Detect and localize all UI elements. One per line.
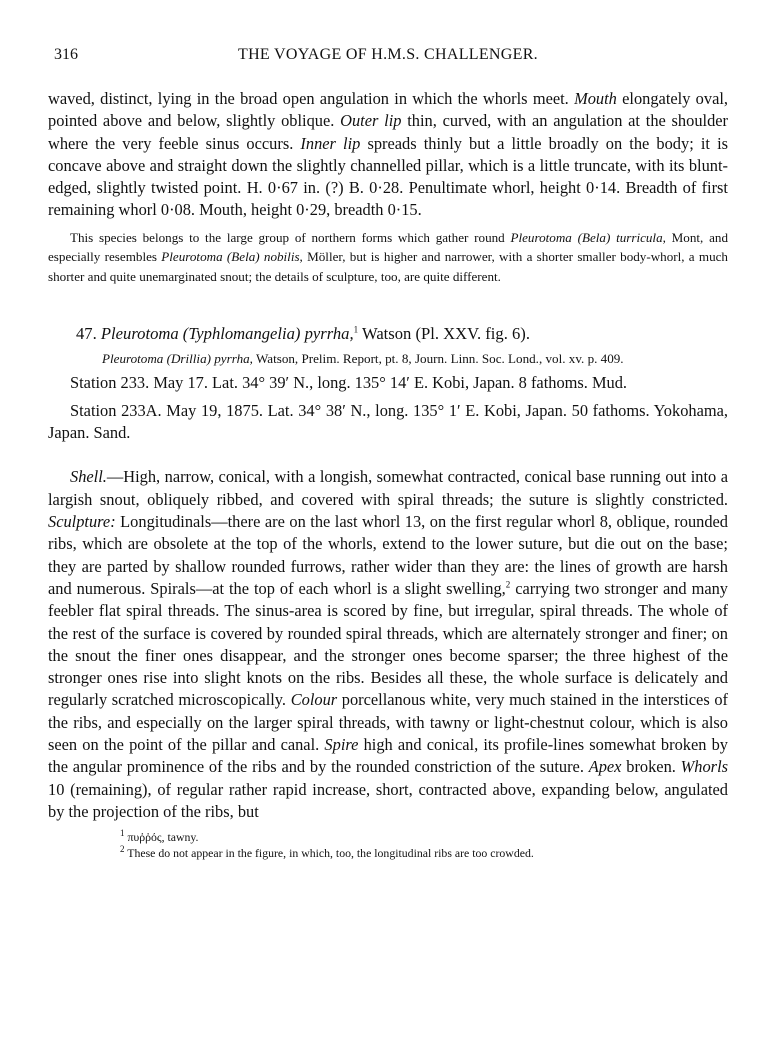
remarks-note: This species belongs to the large group of northern forms which gather round Pleurotoma (Bela) turricula, Mont, and especially resembles Pleurotoma (Bela) nobilis, Möller, but is higher and narrower, with a shorter smaller body-whorl, a much shorter and quite unemarginated snout; the details of sculpture, too, are quite different. xyxy=(48,229,728,284)
running-head: THE VOYAGE OF H.M.S. CHALLENGER. xyxy=(238,46,538,63)
footnote-ref-1: 1 xyxy=(353,324,359,335)
term-mouth: Mouth xyxy=(574,89,617,108)
footnote-ref-2: 2 xyxy=(505,579,511,590)
term-shell: Shell. xyxy=(70,467,107,487)
footnotes xyxy=(48,829,728,861)
footnote-2: $^2$ These do not appear in the figure, in which, too, the longitudinal ribs are too crowded. xyxy=(120,844,534,861)
term-sculpture: Sculpture: xyxy=(48,512,116,532)
term-apex: Apex xyxy=(588,757,622,777)
species-name: Pleurotoma (Typhlomangelia) pyrrha, xyxy=(100,323,354,343)
continuation-paragraph: waved, distinct, lying in the broad open angulation in which the whorls meet. Mouth elongately oval, pointed above and below, slightly oblique. Outer lip thin, curved, with an angulation at the shoulder where the very feeble sinus occurs. Inner lip spreads thinly but a little broadly on the body; it is concave above and straight down the slightly channelled pillar, which is a little truncate, with its blunt-edged, slightly twisted point. H. 0·67 in. (?) B. 0·28. Penultimate whorl, height 0·14. Breadth of first remaining whorl 0·08. Mouth, height 0·29, breadth 0·15. xyxy=(48,89,729,220)
footnote-1: $^1$ πυῤῥός, tawny. xyxy=(120,828,199,845)
term-inner-lip: Inner lip xyxy=(300,133,361,153)
term-spire: Spire xyxy=(324,735,359,755)
term-whorls: Whorls xyxy=(680,757,728,777)
term-outer-lip: Outer lip xyxy=(340,111,402,131)
page xyxy=(48,42,728,861)
shell-description: Shell.—High, narrow, conical, with a longish, somewhat contracted, conical base running out into a largish snout, obliquely ribbed, and covered with spiral threads; the suture is slightly constricted. Sculpture: Longitudinals—there are on the last whorl 13, on the first regular whorl 8, oblique, rounded ribs, which are obsolete at the top of the whorls, extend to the lower suture, but die out on the base; they are parted by shallow rounded furrows, rather wider than they are: the lines of growth are harsh and numerous. Spirals—at the top of each whorl is a slight swelling,$^2$ carrying two stronger and many feebler flat spiral threads. The sinus-area is scored by fine, but irregular, spiral threads. The whole of the rest of the surface is covered by rounded spiral threads, which are alternately stronger and finer; on the snout the finer ones disappear, and the stronger ones become sparser; the three highest of the stronger ones rise into slight knots on the ribs. Besides all these, the whole surface is delicately and regularly scratched microscopically. Colour porcellanous white, very much stained in the interstices of the ribs, and especially on the larger spiral threads, with tawny or light-chestnut colour, which is also seen on the point of the pillar and canal. Spire high and conical, its profile-lines somewhat broken by the angular prominence of the ribs and by the rounded constriction of the suture. Apex broken. Whorls 10 (remaining), of regular rather rapid increase, short, contracted above, expanding below, angulated by the projection of the ribs, but xyxy=(48,467,729,821)
page-header xyxy=(48,42,728,68)
page-number: 316 xyxy=(54,46,78,63)
station-233a: Station 233A. May 19, 1875. Lat. 34° 38′ N., long. 135° 1′ E. Kobi, Japan. 50 fathoms. Yokohama, Japan. Sand. xyxy=(48,400,728,443)
synonymy: Pleurotoma (Drillia) pyrrha, Watson, Prelim. Report, pt. 8, Journ. Linn. Soc. Lond., vol. xv. p. 409. xyxy=(102,350,624,366)
term-colour: Colour xyxy=(290,690,338,710)
species-heading: 47. Pleurotoma (Typhlomangelia) pyrrha,$^1$ Watson (Pl. XXV. fig. 6). xyxy=(76,323,530,343)
station-233: Station 233. May 17. Lat. 34° 39′ N., long. 135° 14′ E. Kobi, Japan. 8 fathoms. Mud. xyxy=(70,372,628,392)
